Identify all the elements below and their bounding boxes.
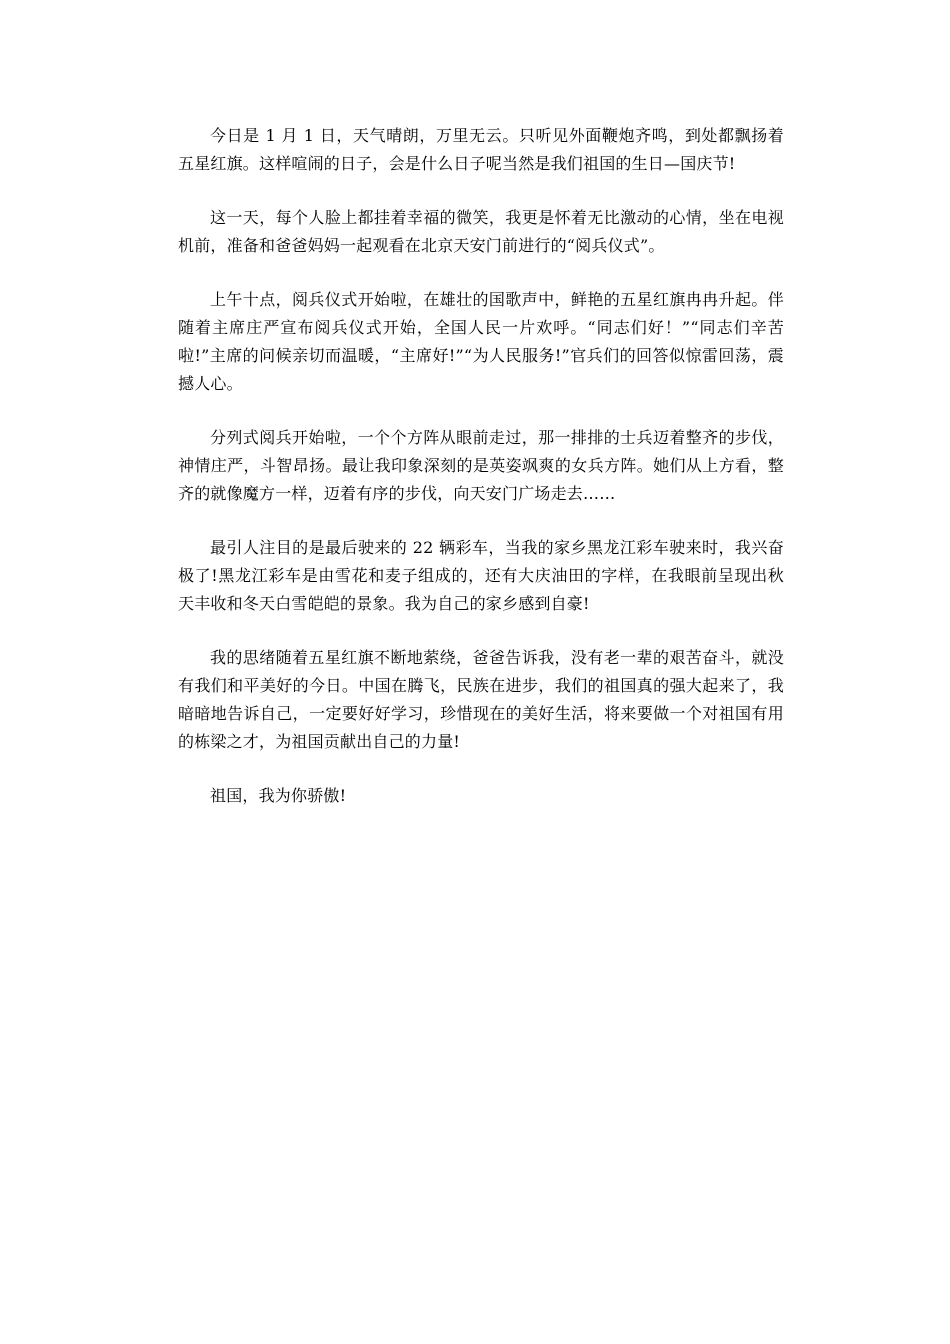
paragraph-1: 今日是 1 月 1 日，天气晴朗，万里无云。只听见外面鞭炮齐鸣，到处都飘扬着五星红旗。这样喧闹的日子，会是什么日子呢当然是我们祖国的生日—国庆节! [178,126,784,173]
document-body [178,122,784,836]
paragraph-3: 上午十点，阅兵仪式开始啦，在雄壮的国歌声中，鲜艳的五星红旗冉冉升起。伴随着主席庄严宣布阅兵仪式开始，全国人民一片欢呼。“同志们好！”“同志们辛苦啦!”主席的问候亲切而温暖，“主席好!”“为人民服务!”官兵们的回答似惊雷回荡，震撼人心。 [178,290,784,393]
paragraph-6: 我的思绪随着五星红旗不断地萦绕，爸爸告诉我，没有老一辈的艰苦奋斗，就没有我们和平美好的今日。中国在腾飞，民族在进步，我们的祖国真的强大起来了，我暗暗地告诉自己，一定要好好学习，珍惜现在的美好生活，将来要做一个对祖国有用的栋梁之才，为祖国贡献出自己的力量! [178,648,784,751]
paragraph-7: 祖国，我为你骄傲! [210,786,347,805]
paragraph-5: 最引人注目的是最后驶来的 22 辆彩车，当我的家乡黑龙江彩车驶来时，我兴奋极了!黑龙江彩车是由雪花和麦子组成的，还有大庆油田的字样，在我眼前呈现出秋天丰收和冬天白雪皑皑的景象。我为自己的家乡感到自豪! [178,538,784,613]
paragraph-2: 这一天，每个人脸上都挂着幸福的微笑，我更是怀着无比激动的心情，坐在电视机前，准备和爸爸妈妈一起观看在北京天安门前进行的“阅兵仪式”。 [178,208,784,255]
paragraph-4: 分列式阅兵开始啦，一个个方阵从眼前走过，那一排排的士兵迈着整齐的步伐，神情庄严，斗智昂扬。最让我印象深刻的是英姿飒爽的女兵方阵。她们从上方看，整齐的就像魔方一样，迈着有序的步伐，向天安门广场走去…… [178,428,784,503]
